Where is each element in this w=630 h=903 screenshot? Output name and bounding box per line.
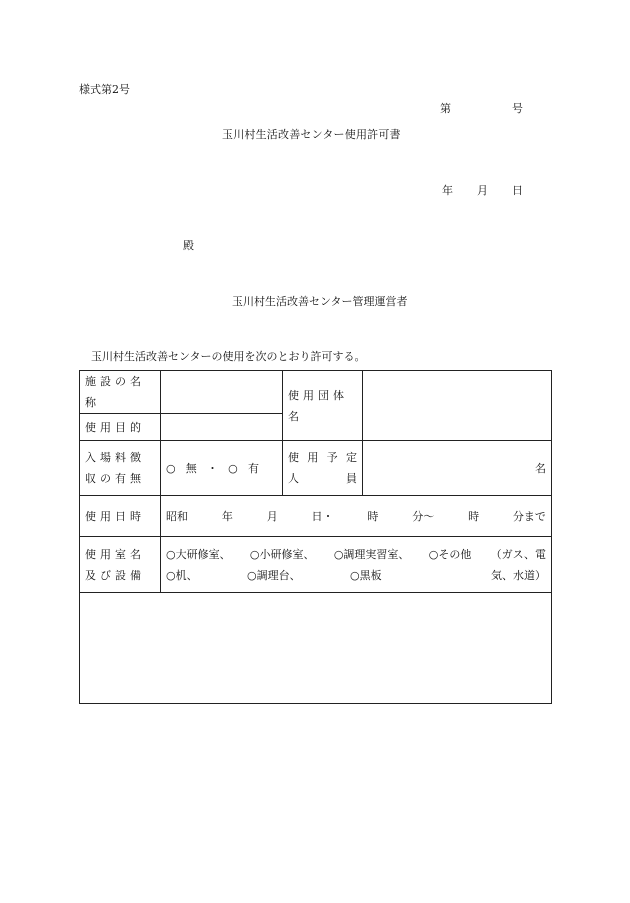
date-day: 日: [512, 184, 523, 197]
remarks-area[interactable]: [80, 593, 552, 704]
admission-fee-label-line2: 収の有無: [85, 472, 145, 485]
option-other[interactable]: ○その他: [428, 547, 472, 561]
day-label: 日・: [311, 509, 334, 523]
issuer-name: 玉川村生活改善センター管理運営者: [232, 295, 408, 308]
date-year: 年: [442, 184, 453, 197]
room-label-line2: 及び設備: [85, 568, 145, 582]
utilities-note-end: 気、水道）: [491, 568, 546, 582]
admission-fee-label-line1: 入場料徴: [85, 451, 145, 464]
date-month: 月: [477, 184, 488, 197]
start-minute-label: 分～: [412, 509, 435, 523]
group-name-label: 使用団体名: [283, 371, 363, 441]
option-separator: ・: [206, 461, 218, 475]
usage-datetime-label: 使用日時: [80, 496, 161, 537]
end-hour-label: 時: [468, 509, 480, 523]
doc-number-prefix: 第: [440, 102, 451, 115]
option-small-training-room[interactable]: ○小研修室、: [249, 547, 315, 561]
purpose-field[interactable]: [161, 414, 283, 441]
doc-number-suffix: 号: [512, 102, 523, 115]
utilities-note-start: （ガス、電: [490, 547, 546, 561]
table-row: [80, 371, 552, 414]
label-char: 予: [326, 451, 338, 464]
room-label-line1: 使用室名: [85, 547, 145, 561]
expected-persons-label-line1: [288, 447, 357, 468]
label-char: 用: [307, 451, 319, 464]
table-row: [80, 441, 552, 496]
option-desk[interactable]: ○机、: [166, 568, 198, 582]
option-blackboard[interactable]: ○黒板: [350, 568, 382, 582]
end-minute-label: 分まで: [512, 509, 546, 523]
label-char: 使: [288, 451, 299, 464]
month-label: 月: [266, 509, 278, 523]
permit-form-table: [79, 370, 552, 704]
expected-persons-label: [283, 441, 363, 496]
expected-persons-field[interactable]: [363, 441, 552, 496]
room-equipment-options[interactable]: [161, 537, 552, 593]
option-yes-circle[interactable]: ○: [228, 461, 238, 475]
admission-fee-label: [80, 441, 161, 496]
facility-name-field[interactable]: [161, 371, 283, 414]
label-char: 員: [346, 472, 357, 485]
table-row: [80, 593, 552, 704]
era-label: 昭和: [166, 509, 188, 523]
label-char: 定: [345, 451, 357, 464]
option-none-label: 無: [185, 461, 197, 475]
persons-unit: 名: [535, 461, 546, 475]
option-yes-label: 有: [247, 461, 259, 475]
option-large-training-room[interactable]: ○大研修室、: [166, 547, 231, 561]
label-char: 人: [288, 472, 299, 485]
admission-fee-options[interactable]: [161, 441, 283, 496]
room-equipment-label: [80, 537, 161, 593]
rooms-line1: [166, 544, 546, 565]
option-cooking-room[interactable]: ○調理実習室、: [333, 547, 410, 561]
option-none-circle[interactable]: ○: [166, 461, 176, 475]
document-title: 玉川村生活改善センター使用許可書: [222, 128, 401, 141]
option-cooking-table[interactable]: ○調理台、: [247, 568, 301, 582]
purpose-label: 使用目的: [80, 414, 161, 441]
rooms-line2: [166, 565, 546, 586]
start-hour-label: 時: [367, 509, 379, 523]
addressee-suffix: 殿: [183, 239, 194, 252]
table-row: [80, 537, 552, 593]
group-name-field[interactable]: [363, 371, 552, 441]
usage-datetime-field[interactable]: [161, 496, 552, 537]
facility-name-label: 施設の名称: [80, 371, 161, 414]
lead-text: 玉川村生活改善センターの使用を次のとおり許可する。: [91, 350, 366, 363]
expected-persons-label-line2: [288, 468, 357, 489]
table-row: [80, 496, 552, 537]
form-number: 様式第2号: [79, 83, 130, 96]
year-label: 年: [221, 509, 233, 523]
